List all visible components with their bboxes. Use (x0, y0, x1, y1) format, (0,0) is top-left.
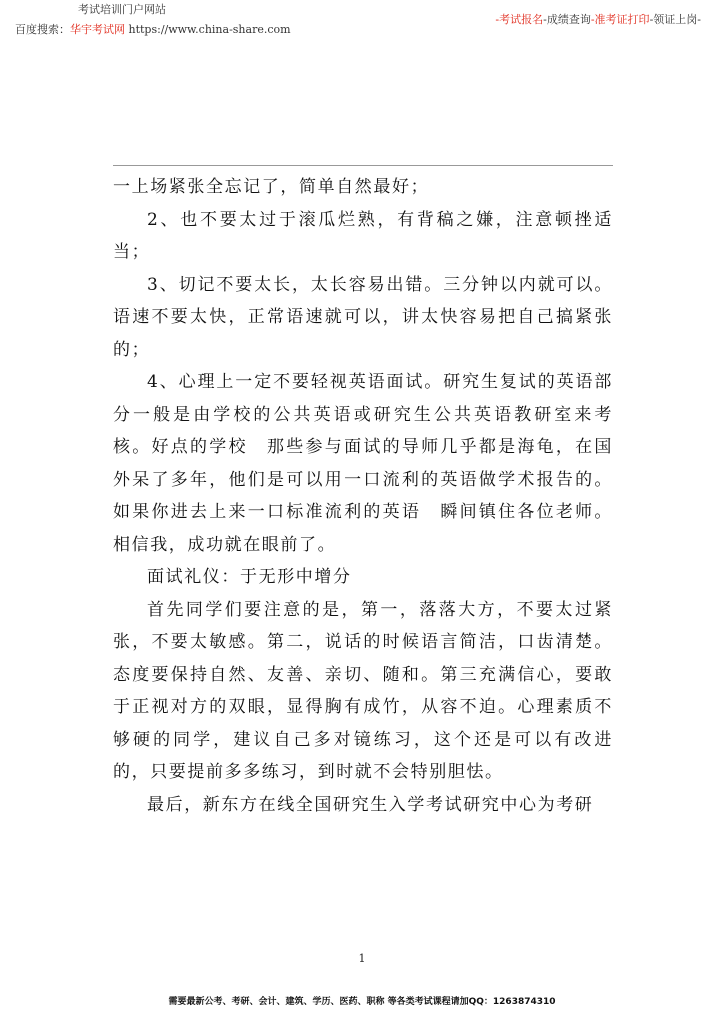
paragraph: 3、切记不要太长，太长容易出错。三分钟以内就可以。语速不要太快，正常语速就可以，讲太快容易把自己搞紧张的； (113, 274, 613, 360)
search-label: 百度搜索： (15, 23, 70, 36)
paragraph: 首先同学们要注意的是，第一，落落大方，不要太过紧张，不要太敏感。第二，说话的时候语言简洁，口齿清楚。态度要保持自然、友善、亲切、随和。第三充满信心，要敢于正视对方的双眼，显得胸有成竹，从容不迫。心理素质不够硬的同学，建议自己多对镜练习，这个还是可以有改进的，只要提前多多练习，到时就不会特别胆怯。 (113, 599, 613, 782)
header-site-name: 考试培训门户网站 (78, 3, 166, 16)
document-body (113, 171, 613, 821)
section-heading: 面试礼仪：于无形中增分 (147, 567, 352, 587)
footer-ad-text: 需要最新公考、考研、会计、建筑、学历、医药、职称 等各类考试课程请加QQ：1263874310 (168, 997, 556, 1007)
search-url-link[interactable]: https://www.china-share.com (128, 23, 291, 36)
header-divider (113, 165, 613, 166)
paragraph: 4、心理上一定不要轻视英语面试。研究生复试的英语部分一般是由学校的公共英语或研究生公共英语教研室来考核。好点的学校 那些参与面试的导师几乎都是海龟，在国外呆了多年，他们是可以用一口流利的英语做学术报告的。如果你进去上来一口标准流利的英语 瞬间镇住各位老师。相信我，成功就在眼前了。 (113, 372, 613, 555)
nav-link-exam-registration[interactable]: -考试报名 (495, 13, 544, 26)
nav-link-certificate[interactable]: -领证上岗- (649, 13, 701, 26)
header-search-line (15, 21, 291, 37)
paragraph: 最后，新东方在线全国研究生入学考试研究中心为考研 (147, 794, 594, 815)
paragraph: 一上场紧张全忘记了，简单自然最好； (113, 177, 430, 197)
header-nav-links (495, 11, 701, 27)
search-brand-link[interactable]: 华宇考试网 (70, 23, 125, 36)
nav-link-score-query[interactable]: -成绩查询 (543, 13, 591, 26)
paragraph: 2、也不要太过于滚瓜烂熟，有背稿之嫌，注意顿挫适当； (113, 209, 613, 262)
page-number: 1 (358, 952, 366, 965)
nav-link-admission-ticket-print[interactable]: -准考证打印 (590, 13, 650, 26)
